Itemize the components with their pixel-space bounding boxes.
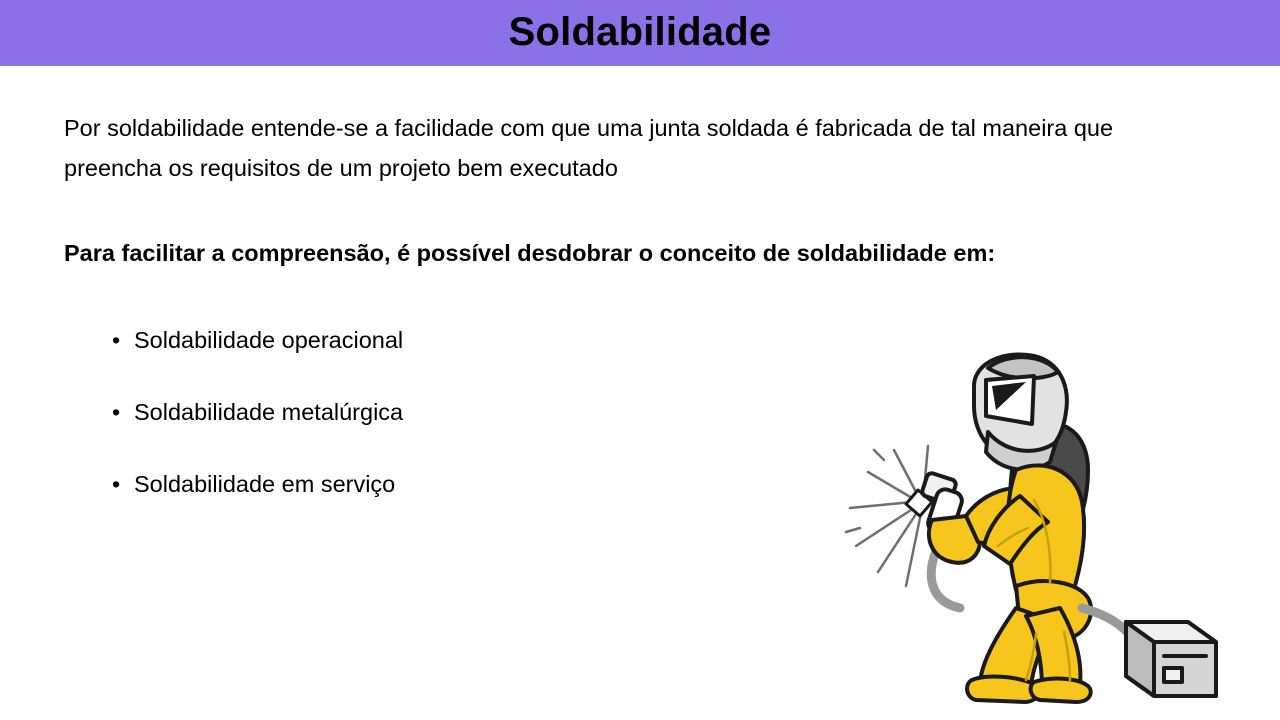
list-item-label: Soldabilidade em serviço — [134, 471, 396, 498]
list-item-label: Soldabilidade operacional — [134, 326, 404, 353]
welder-illustration — [820, 350, 1240, 710]
welding-machine-icon — [1126, 622, 1216, 696]
spark-icon — [846, 446, 928, 586]
intro-paragraph: Por soldabilidade entende-se a facilidade com que uma junta soldada é fabricada de tal maneira que preencha os requisitos de um projeto bem executado — [64, 115, 1114, 182]
subheading: Para facilitar a compreensão, é possível desdobrar o conceito de soldabilidade em: — [64, 239, 996, 266]
bullet-dot-icon: • — [112, 326, 121, 353]
slide-title-bar — [0, 0, 1280, 66]
bullet-dot-icon: • — [112, 471, 121, 498]
list-item-label: Soldabilidade metalúrgica — [134, 398, 404, 425]
bullet-dot-icon: • — [112, 398, 121, 425]
page-title: Soldabilidade — [508, 10, 772, 54]
